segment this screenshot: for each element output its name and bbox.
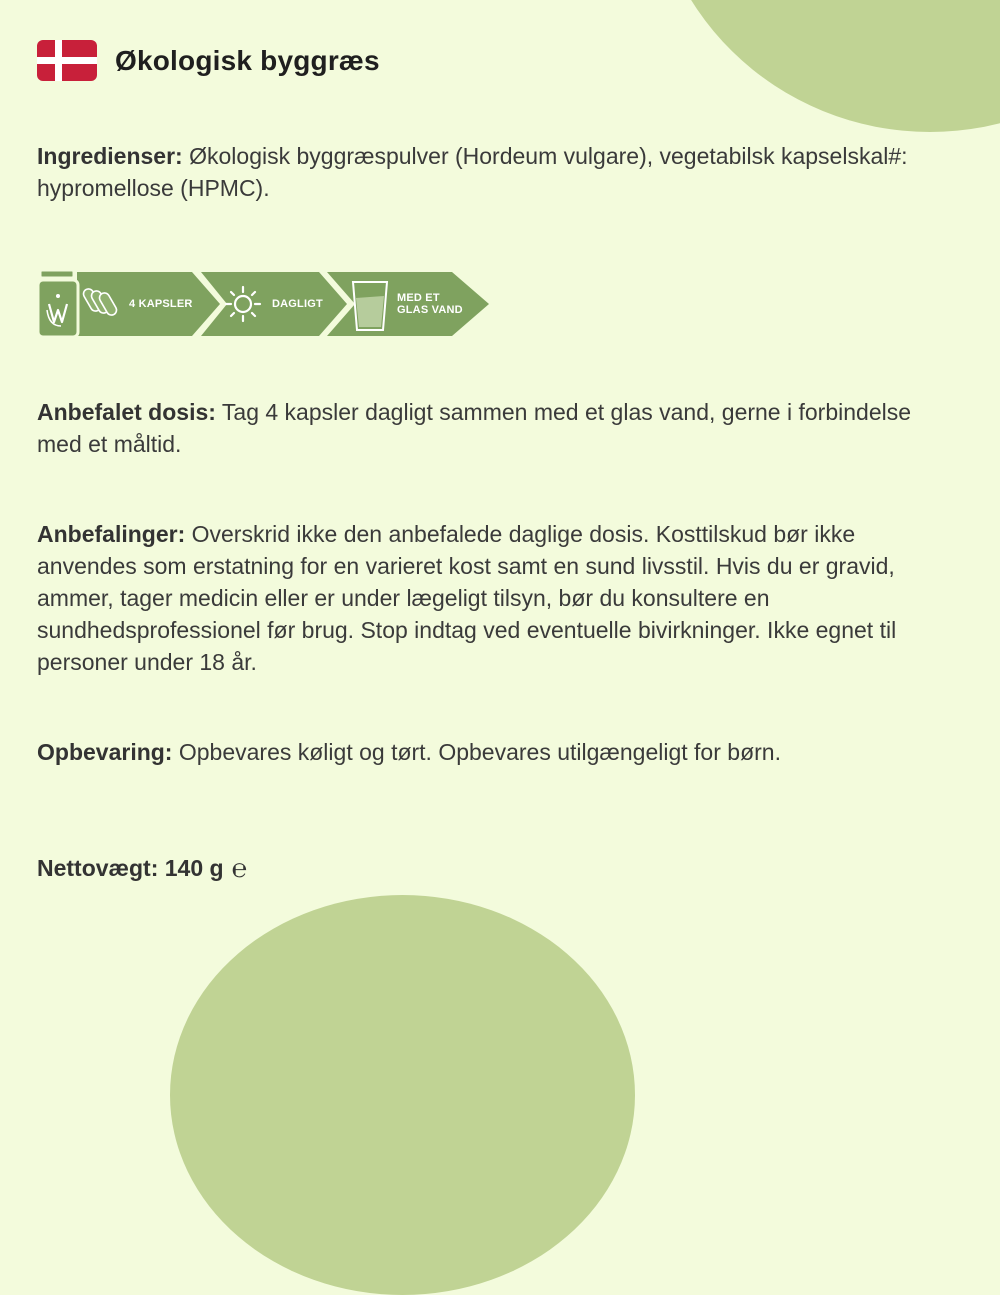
storage-section bbox=[37, 736, 957, 768]
recommendations-section bbox=[37, 518, 957, 678]
dosage-label: Anbefalet dosis: bbox=[37, 399, 216, 425]
page-title: Økologisk byggræs bbox=[115, 44, 380, 76]
storage-label: Opbevaring: bbox=[37, 739, 173, 765]
ingredients-text: Økologisk byggræspulver (Hordeum vulgare), vegetabilsk kapselskal#: hypromellose (HPMC). bbox=[37, 143, 908, 201]
denmark-flag-icon bbox=[37, 40, 97, 81]
dosage-text: Tag 4 kapsler dagligt sammen med et glas vand, gerne i forbindelse med et måltid. bbox=[37, 399, 912, 457]
storage-text: Opbevares køligt og tørt. Opbevares utilgængeligt for børn. bbox=[172, 739, 781, 765]
usage-banner bbox=[37, 268, 497, 338]
supplement-jar-icon bbox=[38, 270, 78, 337]
net-weight bbox=[37, 855, 247, 882]
recommendations-text: Overskrid ikke den anbefalede daglige dosis. Kosttilskud bør ikke anvendes som erstatning for en varieret kost samt en sund livsstil. Hvis du er gravid, ammer, tager medicin eller er under lægeligt tilsyn, bør du konsultere en sundhedsprofessionel før brug. Stop indtag ved eventuelle bivirkninger. Ikke egnet til personer under 18 år. bbox=[37, 521, 897, 675]
ingredients-section bbox=[37, 140, 957, 204]
ingredients-label: Ingredienser: bbox=[37, 143, 183, 169]
decorative-circle-bottom bbox=[170, 895, 635, 1295]
step-capsules-label: 4 KAPSLER bbox=[129, 298, 193, 310]
estimated-sign-icon: ℮ bbox=[231, 853, 248, 884]
recommendations-label: Anbefalinger: bbox=[37, 521, 186, 547]
net-weight-text: Nettovægt: 140 g bbox=[37, 855, 224, 881]
page-header bbox=[37, 40, 380, 81]
step-daily-label: DAGLIGT bbox=[272, 298, 323, 310]
dosage-section bbox=[37, 396, 957, 460]
step-water-label: MED ET GLAS VAND bbox=[397, 292, 463, 316]
decorative-circle-top-right bbox=[650, 0, 1000, 132]
